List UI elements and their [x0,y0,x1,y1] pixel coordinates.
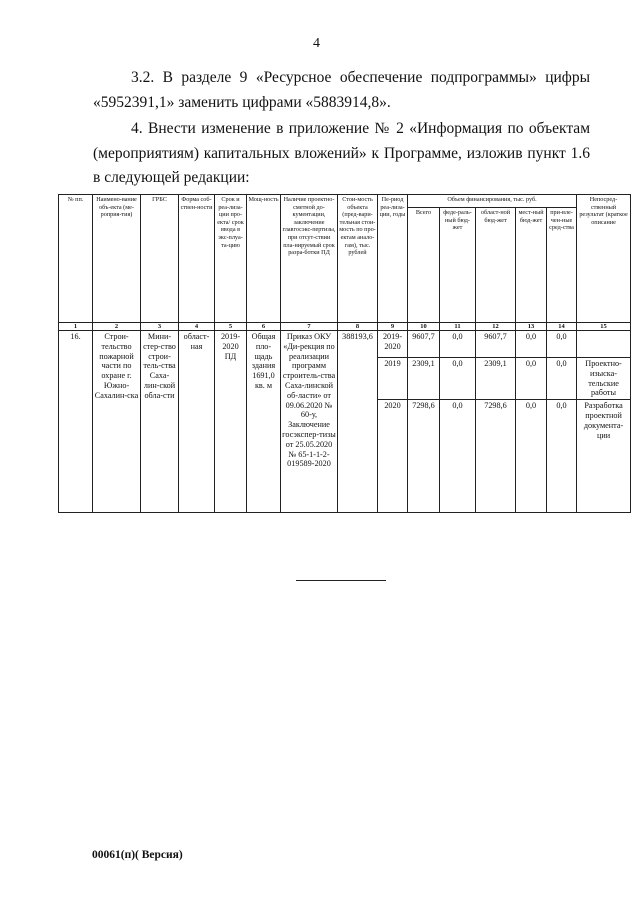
column-number: 4 [179,323,215,331]
column-number: 13 [516,323,547,331]
column-numbers-row [59,323,631,331]
cell-period: 2019 [378,358,408,400]
header-ownership-form: Форма соб-ствен-ности [179,195,215,323]
cell-other: 0,0 [547,331,577,358]
header-regional-budget: област-ной бюд-жет [476,208,516,323]
cell-object-cost: 388193,6 [338,331,378,513]
header-direct-result: Непосред-ственный результат (краткое описание [577,195,631,323]
cell-result: Проектно-изыска-тельские работы [577,358,631,400]
cell-result: Разработка проектной документа-ции [577,400,631,513]
column-number: 8 [338,323,378,331]
column-number: 2 [93,323,141,331]
cell-local: 0,0 [516,400,547,513]
cell-other: 0,0 [547,358,577,400]
column-number: 3 [141,323,179,331]
document-version-code: 00061(п)( Версия) [92,849,183,861]
header-object-cost: Стои-мость объекта (пред-вари-тельная стои-мость по про-ектам анало-гам), тыс. рублей [338,195,378,323]
cell-federal: 0,0 [440,400,476,513]
cell-ownership-form: област-ная [179,331,215,513]
paragraph-section-3-2: 3.2. В разделе 9 «Ресурсное обеспечение подпрограммы» цифры «5952391,1» заменить цифрами «5883914,8». [93,69,590,111]
header-grbs: ГРБС [141,195,179,323]
cell-period: 2020 [378,400,408,513]
cell-regional: 2309,1 [476,358,516,400]
cell-num: 16. [59,331,93,513]
cell-design-documents: Приказ ОКУ «Ди-рекция по реализации программ строитель-ства Саха-линской об-ласти» от 09.06.2020 № 60-у, Заключение госэкспер-тизы от 25.05.2020 № 65-1-1-2-019589-2020 [281,331,338,513]
cell-federal: 0,0 [440,358,476,400]
header-local-budget: мест-ный бюд-жет [516,208,547,323]
header-federal-budget: феде-раль-ный бюд-жет [440,208,476,323]
column-number: 6 [247,323,281,331]
cell-implementation-term: 2019-2020 ПД [215,331,247,513]
header-object-name: Наимено-вание объ-екта (ме-роприя-тия) [93,195,141,323]
column-number: 15 [577,323,631,331]
cell-period: 2019-2020 [378,331,408,358]
header-total: Всего [408,208,440,323]
table-header-row [59,195,631,208]
column-number: 10 [408,323,440,331]
column-number: 12 [476,323,516,331]
page-number: 4 [313,36,320,51]
cell-total: 7298,6 [408,400,440,513]
cell-other: 0,0 [547,400,577,513]
header-implementation-term: Срок и реа-лиза-ции про-екта/ срок ввода в экс-плуа-та-цию [215,195,247,323]
cell-local: 0,0 [516,358,547,400]
header-design-documents: Наличие проектно-сметной до-кументации, заключение главгосэкс-пертизы, при отсут-ствии пла-нируемый срок разра-ботки ПД [281,195,338,323]
header-num: № пп. [59,195,93,323]
column-number: 9 [378,323,408,331]
cell-regional: 7298,6 [476,400,516,513]
cell-federal: 0,0 [440,331,476,358]
header-implementation-period: Пе-риод реа-лиза-ции, годы [378,195,408,323]
column-number: 11 [440,323,476,331]
cell-capacity: Общая пло-щадь здания 1691,0 кв. м [247,331,281,513]
header-capacity: Мощ-ность [247,195,281,323]
cell-result [577,331,631,358]
header-attracted-funds: при-вле-чен-ные сред-ства [547,208,577,323]
column-number: 7 [281,323,338,331]
cell-regional: 9607,7 [476,331,516,358]
table-row [59,331,631,358]
header-funding-volume: Объем финансирования, тыс. руб. [408,195,577,208]
paragraph-section-4: 4. Внести изменение в приложение № 2 «Информация по объектам (мероприятиям) капитальных вложений» к Программе, изложив пункт 1.6 в следующей редакции: [93,120,590,186]
capital-investment-objects-table [58,194,631,513]
objects-table-container [58,194,628,513]
cell-local: 0,0 [516,331,547,358]
cell-grbs: Мини-стер-ство строи-тель-ства Саха-лин-ской обла-сти [141,331,179,513]
end-divider-line [296,580,386,581]
cell-total: 9607,7 [408,331,440,358]
cell-total: 2309,1 [408,358,440,400]
column-number: 5 [215,323,247,331]
cell-object-name: Строи-тельство пожарной части по охране г. Южно-Сахалин-ска [93,331,141,513]
column-number: 1 [59,323,93,331]
column-number: 14 [547,323,577,331]
